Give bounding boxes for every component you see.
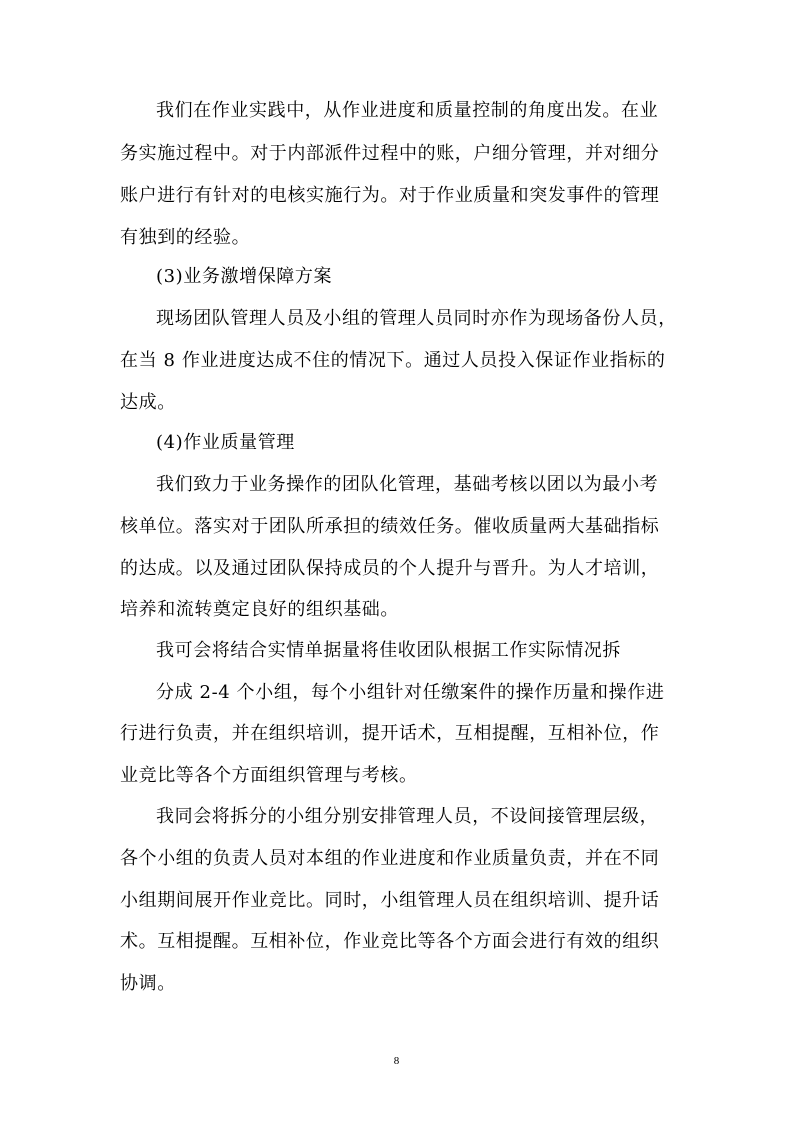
- paragraph-4-line-4: 业竞比等各个方面组织管理与考核。: [120, 765, 418, 786]
- paragraph-4-line-2: 分成 2-4 个小组，每个小组针对任缴案件的操作历量和操作进: [156, 682, 665, 703]
- paragraph-1-line-1: 我们在作业实践中，从作业进度和质量控制的角度出发。在业: [156, 100, 659, 121]
- paragraph-5-line-2: 各个小组的负责人员对本组的作业进度和作业质量负责，并在不同: [120, 848, 660, 869]
- page-number: 8: [393, 1055, 400, 1067]
- section-heading-4: (4)作业质量管理: [156, 432, 295, 453]
- paragraph-2-line-2: 在当 8 作业进度达成不住的情况下。通过人员投入保证作业指标的: [120, 350, 666, 371]
- paragraph-5-line-3: 小组期间展开作业竞比。同时，小组管理人员在组织培训、提升话: [120, 890, 660, 911]
- paragraph-1-line-3: 账户进行有针对的电核实施行为。对于作业质量和突发事件的管理: [120, 185, 660, 206]
- paragraph-3-line-3: 的达成。以及通过团队保持成员的个人提升与晋升。为人才培训，: [120, 558, 660, 579]
- paragraph-5-line-5: 协调。: [120, 973, 176, 994]
- paragraph-5-line-4: 术。互相提醒。互相补位，作业竞比等各个方面会进行有效的组织: [120, 931, 660, 952]
- paragraph-3-line-1: 我们致力于业务操作的团队化管理，基础考核以团以为最小考: [156, 474, 659, 495]
- paragraph-4-line-3: 行进行负责，并在组织培训，提开话术，互相提醒，互相补位，作: [120, 723, 660, 744]
- paragraph-3-line-2: 核单位。落实对于团队所承担的绩效任务。催收质量两大基础指标: [120, 516, 660, 537]
- paragraph-1-line-4: 有独到的经验。: [120, 227, 251, 248]
- paragraph-3-line-4: 培养和流转奠定良好的组织基础。: [120, 599, 399, 620]
- paragraph-2-line-1: 现场团队管理人员及小组的管理人员同时亦作为现场备份人员，: [156, 308, 677, 329]
- paragraph-4-line-1: 我可会将结合实情单据量将佳收团队根据工作实际情况拆: [156, 640, 621, 661]
- paragraph-5-line-1: 我同会将拆分的小组分别安排管理人员，不设间接管理层级，: [156, 806, 659, 827]
- section-heading-3: (3)业务激增保障方案: [156, 266, 333, 287]
- paragraph-1-line-2: 务实施过程中。对于内部派件过程中的账，户细分管理，并对细分: [120, 143, 660, 164]
- paragraph-2-line-3: 达成。: [120, 392, 176, 413]
